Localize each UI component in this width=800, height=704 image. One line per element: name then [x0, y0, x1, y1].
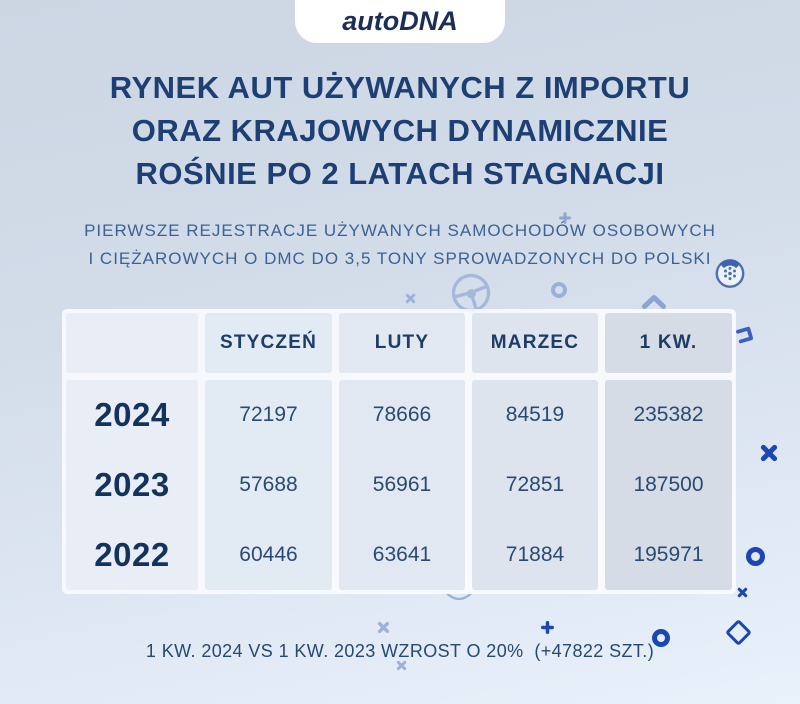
- x-mark-icon: [405, 293, 416, 304]
- year-column: [66, 380, 198, 590]
- column-header-marzec: MARZEC: [472, 313, 598, 373]
- cell-2022-1kw: 195971: [633, 543, 704, 566]
- summary-note: 1 KW. 2024 VS 1 KW. 2023 WZROST O 20% (+47822 SZT.): [145, 641, 655, 661]
- row-label-2024: 2024: [94, 396, 170, 433]
- x-mark-icon: [377, 621, 390, 634]
- cell-2024-1kw: 235382: [633, 403, 704, 426]
- column-1kw: [605, 380, 732, 590]
- cell-2023-luty: 56961: [372, 473, 432, 496]
- cell-2024-styczen: 72197: [239, 403, 298, 426]
- x-mark-icon: [760, 444, 778, 462]
- cell-2022-luty: 63641: [372, 543, 432, 566]
- column-luty: [339, 380, 465, 590]
- title-line: ROŚNIE PO 2 LATACH STAGNACJI: [135, 156, 665, 191]
- title-line: ORAZ KRAJOWYCH DYNAMICZNIE: [131, 113, 669, 148]
- cell-2024-luty: 78666: [372, 403, 432, 426]
- subtitle-line: PIERWSZE REJESTRACJE UŻYWANYCH SAMOCHODÓW OSOBOWYCH: [84, 221, 716, 240]
- ring-icon: [746, 547, 765, 566]
- column-marzec: [472, 380, 598, 590]
- ring-icon: [551, 282, 567, 298]
- column-header-styczen: STYCZEŃ: [205, 313, 332, 373]
- row-label-2022: 2022: [94, 536, 170, 573]
- cell-2023-styczen: 57688: [239, 473, 298, 496]
- table-corner-cell: [66, 313, 198, 373]
- column-header-1kw: 1 KW.: [605, 313, 732, 373]
- registrations-table: [62, 309, 736, 594]
- subtitle: [0, 217, 800, 273]
- chevron-up-icon: [641, 294, 667, 310]
- row-label-2023: 2023: [94, 466, 170, 503]
- column-styczen: [205, 380, 332, 590]
- logo-text: autoDNA: [342, 6, 458, 36]
- subtitle-line: I CIĘŻAROWYCH O DMC DO 3,5 TONY SPROWADZONYCH DO POLSKI: [88, 249, 712, 268]
- title-line: RYNEK AUT UŻYWANYCH Z IMPORTU: [109, 70, 691, 105]
- page-title: [0, 66, 800, 195]
- cell-2022-styczen: 60446: [239, 543, 298, 566]
- cell-2024-marzec: 84519: [505, 403, 565, 426]
- x-mark-icon: [737, 587, 748, 598]
- cell-2023-marzec: 72851: [505, 473, 565, 496]
- column-header-luty: LUTY: [339, 313, 465, 373]
- cell-2023-1kw: 187500: [633, 473, 704, 496]
- cell-2022-marzec: 71884: [505, 543, 565, 566]
- square-bracket-icon: [733, 324, 755, 346]
- logo-badge: [295, 0, 505, 43]
- plus-icon: [541, 621, 554, 634]
